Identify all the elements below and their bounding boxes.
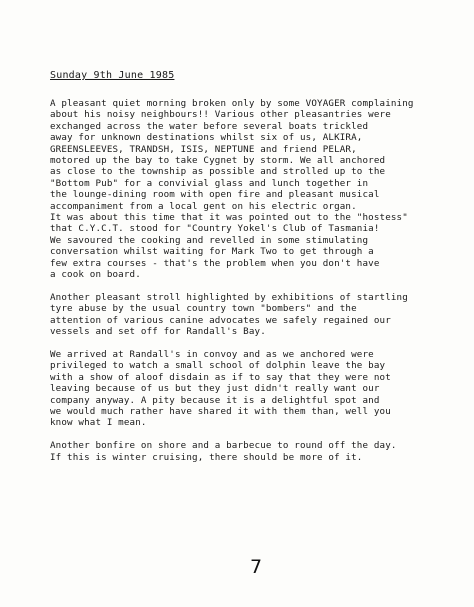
text-line: attention of various canine advocates we safely regained our (50, 314, 391, 326)
page-number: 7 (250, 556, 263, 578)
text-line: that C.Y.C.T. stood for "Country Yokel's Club of Tasmania! (50, 223, 380, 235)
body-text (50, 98, 460, 474)
text-line: about his noisy neighbours!! Various other pleasantries were (50, 109, 391, 121)
text-line: we would much rather have shared it with them than, well you (50, 405, 391, 417)
text-line: few extra courses - that's the problem when you don't have (50, 257, 380, 269)
text-line: the lounge-dining room with open fire and pleasant musical (50, 189, 380, 201)
text-line: It was about this time that it was pointed out to the "hostess" (50, 212, 408, 224)
text-line: vessels and set off for Randall's Bay. (50, 326, 266, 338)
date-heading: Sunday 9th June 1985 (50, 70, 175, 81)
text-line: conversation whilst waiting for Mark Two to get through a (50, 246, 374, 258)
text-line: Another bonfire on shore and a barbecue to round off the day. (50, 440, 397, 452)
text-line: privileged to watch a small school of dolphin leave the bay (50, 360, 386, 372)
text-line: away for unknown destinations whilst six of us, ALKIRA, (50, 132, 363, 144)
text-line: We arrived at Randall's in convoy and as we anchored were (50, 348, 374, 360)
text-line: Another pleasant stroll highlighted by exhibitions of startling (50, 291, 408, 303)
text-line: company anyway. A pity because it is a delightful spot and (50, 394, 380, 406)
paragraph-2 (50, 292, 460, 338)
paragraph-1 (50, 98, 460, 281)
text-line: know what I mean. (50, 417, 147, 429)
paragraph-3 (50, 349, 460, 429)
text-line: accompaniment from a local gent on his electric organ. (50, 200, 357, 212)
text-line: exchanged across the water before several boats trickled (50, 120, 369, 132)
text-line: as close to the township as possible and strolled up to the (50, 166, 386, 178)
text-line: leaving because of us but they just didn't really want our (50, 383, 380, 395)
text-line: with a show of aloof disdain as if to say that they were not (50, 371, 391, 383)
text-line: a cook on board. (50, 269, 141, 281)
text-line: A pleasant quiet morning broken only by some VOYAGER complaining (50, 98, 414, 109)
text-line: If this is winter cruising, there should be more of it. (50, 451, 363, 463)
paragraph-4 (50, 440, 460, 463)
text-line: We savoured the cooking and revelled in some stimulating (50, 234, 369, 246)
text-line: motored up the bay to take Cygnet by storm. We all anchored (50, 155, 386, 167)
text-line: tyre abuse by the usual country town "bombers" and the (50, 303, 357, 315)
text-line: "Bottom Pub" for a convivial glass and lunch together in (50, 177, 369, 189)
text-line: GREENSLEEVES, TRANDSH, ISIS, NEPTUNE and friend PELAR, (50, 143, 357, 155)
